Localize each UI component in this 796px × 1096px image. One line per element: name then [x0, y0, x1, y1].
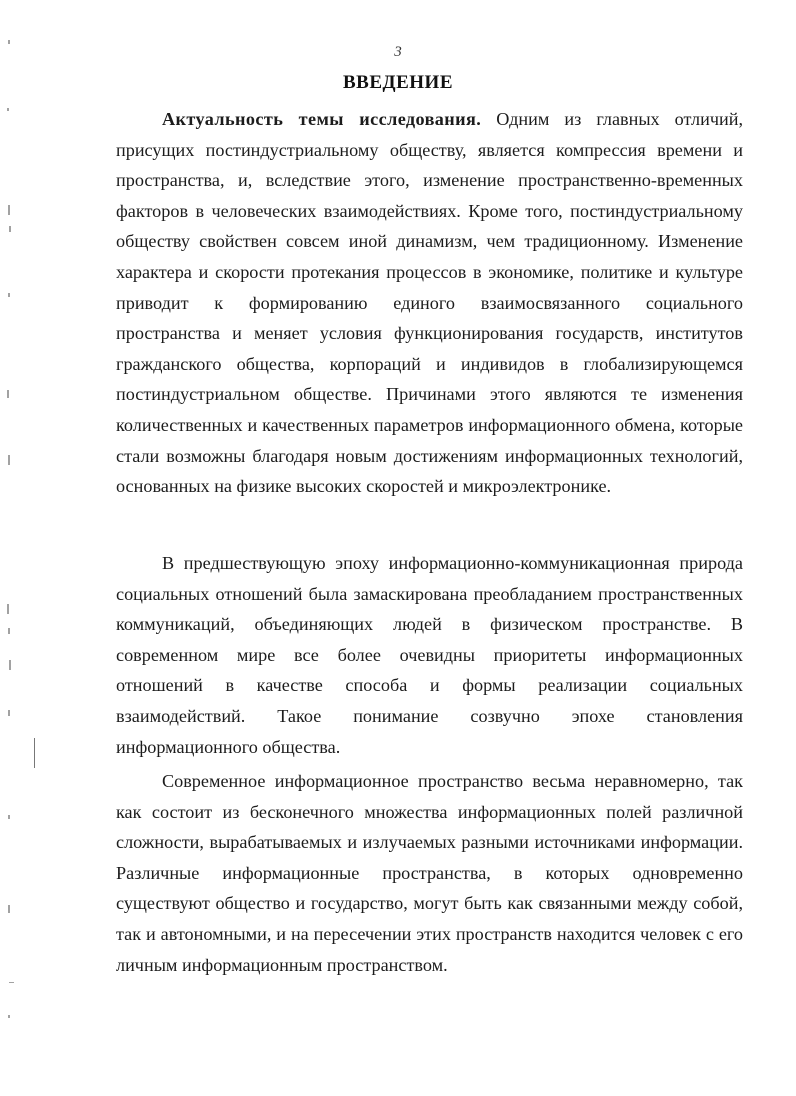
scan-artifact [9, 226, 11, 232]
scan-artifact [8, 205, 10, 215]
paragraph-body: Одним из главных отличий, присущих постиндустриальному обществу, является компрессия времени и пространства, и, вследствие этого, изменение пространственно-временных факторов в человеческих взаимодействиях. Кроме того, постиндустриальному обществу свойствен совсем иной динамизм, чем традиционному. Изменение характера и скорости протекания процессов в экономике, политике и культуре приводит к формированию единого взаимосвязанного социального пространства и меняет условия функционирования государств, институтов гражданского общества, корпораций и индивидов в глобализирующемся постиндустриальном обществе. Причинами этого являются те изменения количественных и качественных параметров информационного обмена, которые стали возможны благодаря новым достижениям информационных технологий, основанных на физике высоких скоростей и микроэлектронике. [116, 109, 743, 497]
page-number: 3 [394, 44, 402, 60]
paragraph-information-space: Современное информационное пространство весьма неравномерно, так как состоит из бесконечного множества информационных полей различной сложности, вырабатываемых и излучаемых разными источниками информации. Различные информационные пространства, в которых одновременно существуют общество и государство, могут быть как связанными между собой, так и автономными, и на пересечении этих пространств находится человек с его личным информационным пространством. [116, 771, 743, 975]
scan-artifact [8, 905, 10, 913]
scan-artifact [8, 710, 10, 716]
scan-artifact [8, 628, 10, 634]
scan-artifact [7, 390, 9, 398]
scan-artifact [9, 660, 11, 670]
scan-artifact [9, 982, 14, 983]
scan-artifact [8, 40, 10, 44]
scan-artifact [7, 604, 9, 614]
paragraph-relevance [116, 104, 743, 502]
section-heading: ВВЕДЕНИЕ [343, 72, 453, 93]
paragraph-lead: Актуальность темы исследования. [162, 109, 482, 129]
paragraph-previous-epoch: В предшествующую эпоху информационно-коммуникационная природа социальных отношений была замаскирована преобладанием пространственных коммуникаций, объединяющих людей в физическом пространстве. В современном мире все более очевидны приоритеты информационных отношений в качестве способа и формы реализации социальных взаимодействий. Такое понимание созвучно эпохе становления информационного общества. [116, 553, 743, 757]
scan-artifact [34, 738, 35, 768]
scan-artifact [8, 815, 10, 819]
scan-artifact [7, 108, 9, 111]
scan-artifact [8, 293, 10, 297]
scan-artifact [8, 1015, 10, 1018]
scan-artifact [8, 455, 10, 465]
